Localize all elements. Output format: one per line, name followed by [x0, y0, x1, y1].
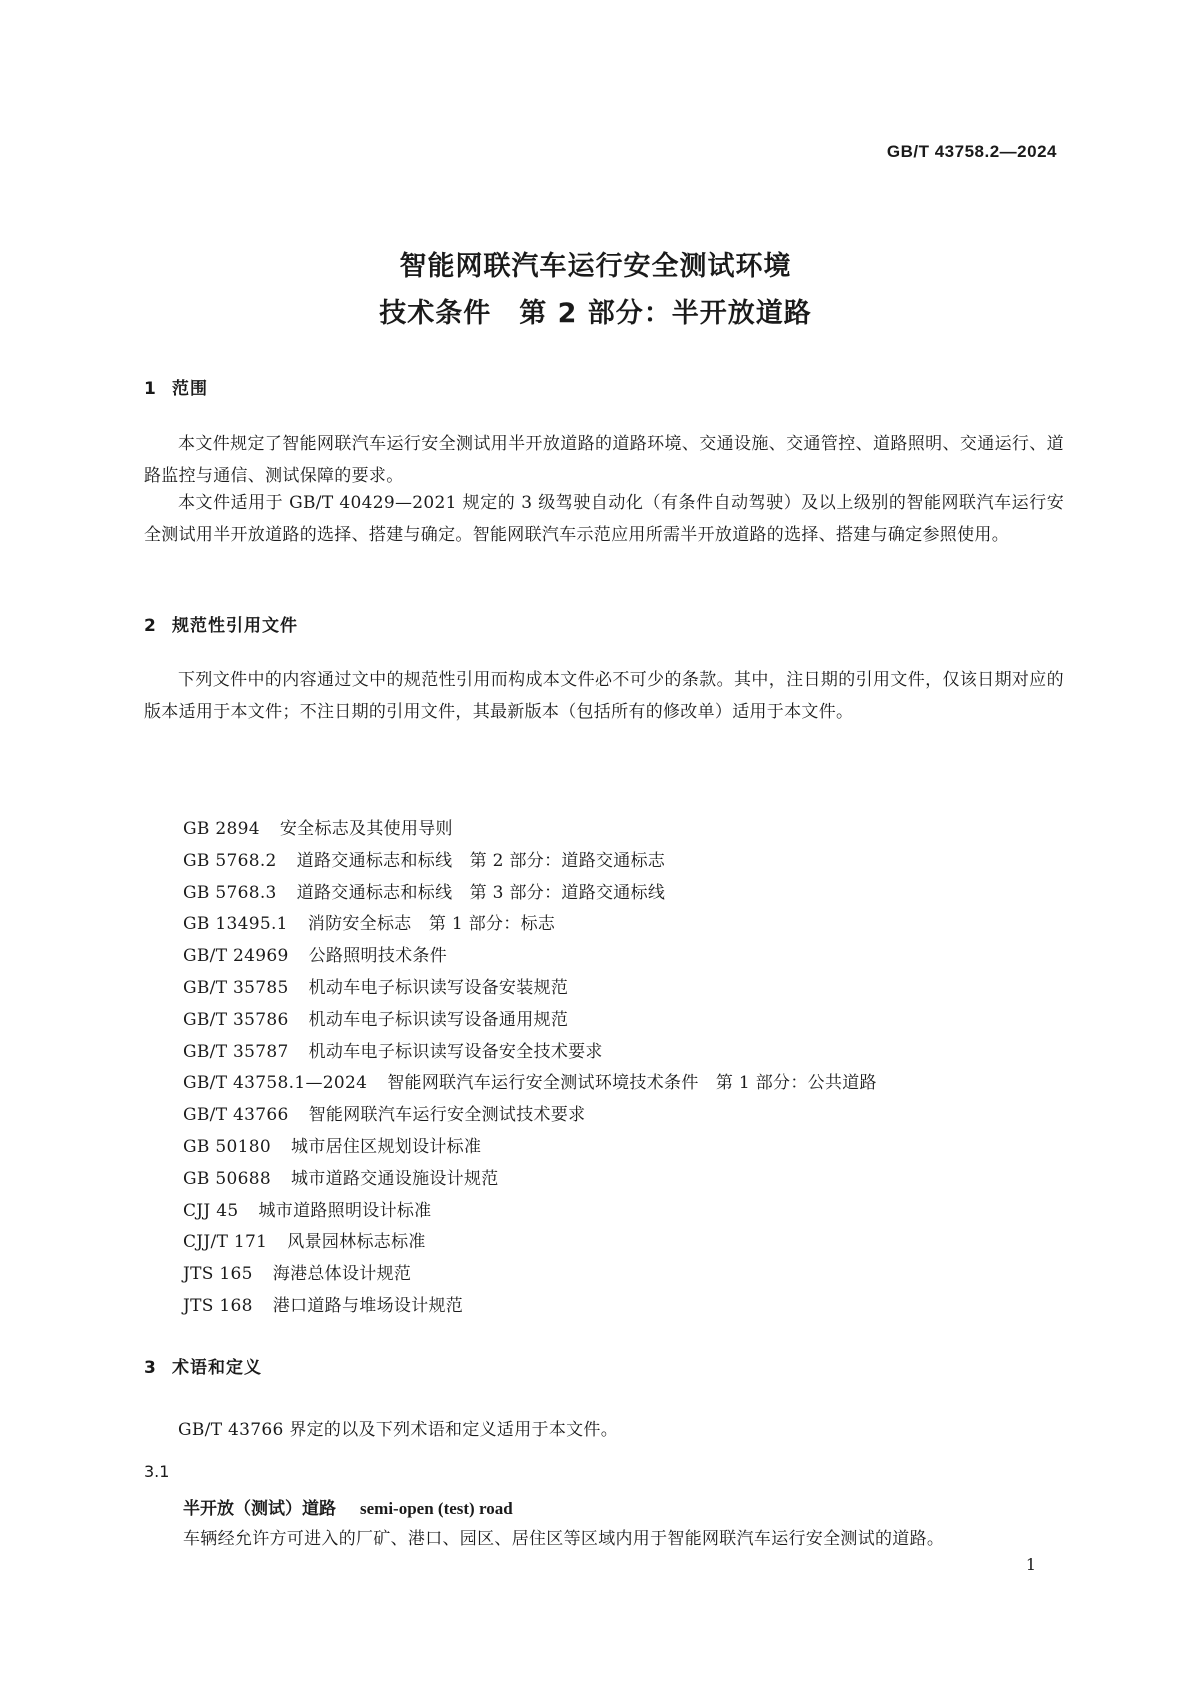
- reference-code: GB/T 35786: [183, 1009, 289, 1030]
- section-1-paragraph-1: 本文件规定了智能网联汽车运行安全测试用半开放道路的道路环境、交通设施、交通管控、道路照明、交通运行、道路监控与通信、测试保障的要求。: [144, 434, 1064, 486]
- reference-code: GB 13495.1: [183, 914, 288, 935]
- reference-item: [183, 878, 877, 910]
- reference-item: [183, 1227, 877, 1259]
- reference-item: [183, 973, 877, 1005]
- reference-title: 机动车电子标识读写设备安全技术要求: [308, 1041, 603, 1062]
- reference-title: 机动车电子标识读写设备安装规范: [308, 977, 569, 998]
- reference-item: [183, 1164, 877, 1196]
- section-number: 2: [144, 616, 157, 636]
- reference-code: CJJ 45: [183, 1200, 239, 1221]
- section-2-heading: [144, 611, 298, 636]
- reference-title: 智能网联汽车运行安全测试环境技术条件 第 1 部分：公共道路: [387, 1073, 877, 1094]
- reference-item: [183, 814, 877, 846]
- section-title: 规范性引用文件: [172, 616, 298, 636]
- reference-title: 风景园林标志标准: [287, 1232, 426, 1253]
- reference-item: [183, 1196, 877, 1228]
- reference-code: GB/T 43766: [183, 1105, 289, 1126]
- reference-item: [183, 1291, 877, 1323]
- reference-title: 港口道路与堆场设计规范: [272, 1295, 464, 1316]
- reference-code: GB/T 35785: [183, 977, 289, 998]
- reference-item: [183, 1037, 877, 1069]
- page-number: 1: [1025, 1555, 1036, 1574]
- reference-title: 公路照明技术条件: [308, 946, 448, 967]
- section-number: 3: [144, 1358, 157, 1378]
- section-2-intro: 下列文件中的内容通过文中的规范性引用而构成本文件必不可少的条款。其中，注日期的引用文件，仅该日期对应的版本适用于本文件；不注日期的引用文件，其最新版本（包括所有的修改单）适用于本文件。: [144, 670, 1064, 722]
- reference-item: [183, 1005, 877, 1037]
- reference-code: CJJ/T 171: [183, 1232, 268, 1253]
- reference-item: [183, 1259, 877, 1291]
- reference-code: GB 2894: [183, 819, 260, 839]
- reference-item: [183, 941, 877, 973]
- reference-title: 海港总体设计规范: [272, 1264, 412, 1285]
- reference-code: GB 50688: [183, 1168, 271, 1189]
- reference-item: [183, 1068, 877, 1100]
- reference-code: GB/T 35787: [183, 1041, 289, 1062]
- reference-code: GB/T 24969: [183, 946, 289, 967]
- reference-code: GB 5768.3: [183, 882, 277, 903]
- normative-references-list: [183, 814, 877, 1323]
- section-3-heading: [144, 1353, 262, 1378]
- reference-title: 安全标志及其使用导则: [279, 819, 453, 839]
- document-title-line2: 技术条件 第 2 部分：半开放道路: [379, 298, 812, 329]
- section-title: 术语和定义: [172, 1358, 262, 1378]
- reference-title: 消防安全标志 第 1 部分：标志: [307, 914, 556, 935]
- reference-item: [183, 1132, 877, 1164]
- reference-title: 道路交通标志和标线 第 2 部分：道路交通标志: [296, 850, 666, 871]
- reference-title: 机动车电子标识读写设备通用规范: [308, 1009, 569, 1030]
- section-number: 1: [144, 379, 157, 399]
- section-1-paragraph-2: 本文件适用于 GB/T 40429—2021 规定的 3 级驾驶自动化（有条件自动驾驶）及以上级别的智能网联汽车运行安全测试用半开放道路的选择、搭建与确定。智能网联汽车示范应用所需半开放道路的选择、搭建与确定参照使用。: [144, 493, 1064, 545]
- reference-title: 城市居住区规划设计标准: [290, 1136, 482, 1157]
- term-title-zh: 半开放（测试）道路: [183, 1499, 336, 1519]
- reference-code: GB 5768.2: [183, 850, 277, 871]
- reference-title: 城市道路交通设施设计规范: [290, 1168, 499, 1189]
- reference-title: 道路交通标志和标线 第 3 部分：道路交通标线: [296, 882, 666, 903]
- term-title-en: semi-open (test) road: [360, 1499, 513, 1518]
- section-3-intro: GB/T 43766 界定的以及下列术语和定义适用于本文件。: [178, 1420, 619, 1440]
- reference-title: 智能网联汽车运行安全测试技术要求: [308, 1105, 586, 1126]
- standard-number: GB/T 43758.2—2024: [886, 142, 1057, 161]
- reference-item: [183, 909, 877, 941]
- reference-title: 城市道路照明设计标准: [258, 1200, 432, 1221]
- reference-code: GB 50180: [183, 1136, 271, 1157]
- reference-item: [183, 1100, 877, 1132]
- document-title-line1: 智能网联汽车运行安全测试环境: [399, 251, 792, 282]
- term-number: 3.1: [144, 1462, 170, 1481]
- reference-code: JTS 165: [183, 1264, 253, 1285]
- term-title: [183, 1494, 513, 1519]
- section-title: 范围: [172, 379, 208, 399]
- section-1-heading: [144, 374, 208, 399]
- term-definition: 车辆经允许方可进入的厂矿、港口、园区、居住区等区域内用于智能网联汽车运行安全测试的道路。: [183, 1529, 945, 1549]
- reference-code: JTS 168: [183, 1295, 253, 1316]
- reference-code: GB/T 43758.1—2024: [183, 1073, 368, 1094]
- reference-item: [183, 846, 877, 878]
